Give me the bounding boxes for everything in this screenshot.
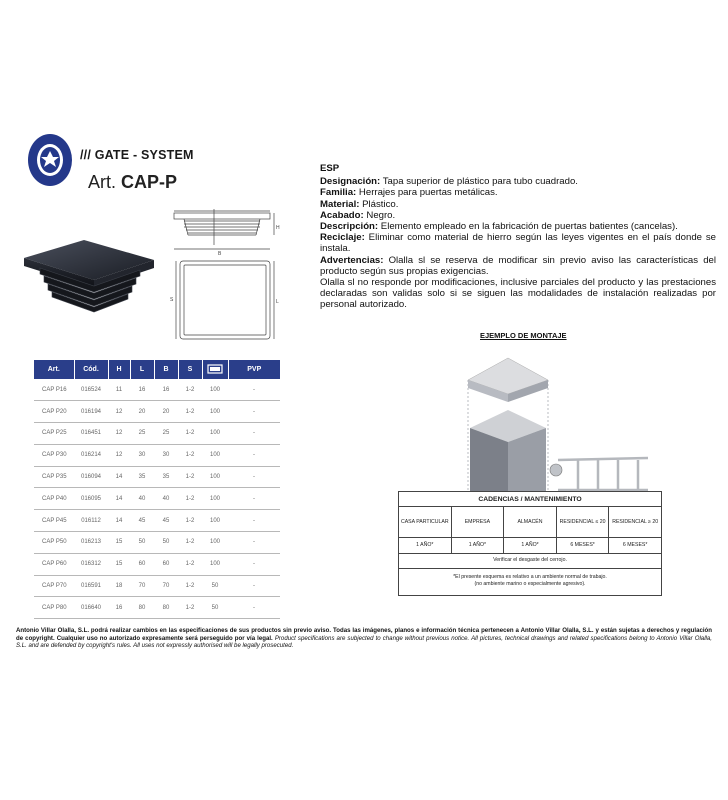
cadencias-value-row xyxy=(399,538,661,554)
drawing-label-l: L xyxy=(276,299,279,305)
advertencias-line: Advertencias: Olalla sl se reserva de modificar sin previo aviso las características del producto según sus propias exigencias. xyxy=(320,254,716,277)
table-cell: CAP P45 xyxy=(34,510,74,532)
designacion-line: Designación: Tapa superior de plástico para tubo cuadrado. xyxy=(320,176,578,188)
table-cell: 1-2 xyxy=(178,466,202,488)
table-cell: 100 xyxy=(202,379,228,401)
table-cell: 15 xyxy=(108,532,130,554)
table-cell: CAP P20 xyxy=(34,401,74,423)
table-cell: 1-2 xyxy=(178,401,202,423)
table-cell: 100 xyxy=(202,401,228,423)
table-cell: - xyxy=(228,597,280,619)
table-row xyxy=(34,510,280,532)
table-cell: 80 xyxy=(130,597,154,619)
table-cell: 20 xyxy=(154,401,178,423)
table-row xyxy=(34,597,280,619)
table-cell: - xyxy=(228,379,280,401)
material-line: Material: Plástico. xyxy=(320,198,399,210)
table-cell: 60 xyxy=(130,553,154,575)
table-cell: 45 xyxy=(130,510,154,532)
col-pvp: PVP xyxy=(228,360,280,379)
table-cell: 1-2 xyxy=(178,444,202,466)
table-cell: - xyxy=(228,510,280,532)
cadencias-title: CADENCIAS / MANTENIMIENTO xyxy=(399,492,661,507)
table-cell: 70 xyxy=(130,575,154,597)
table-cell: 50 xyxy=(154,532,178,554)
table-cell: 12 xyxy=(108,423,130,445)
table-cell: 60 xyxy=(154,553,178,575)
table-cell: 40 xyxy=(154,488,178,510)
table-row xyxy=(34,379,280,401)
table-cell: CAP P16 xyxy=(34,379,74,401)
table-cell: CAP P70 xyxy=(34,575,74,597)
table-cell: CAP P30 xyxy=(34,444,74,466)
cadencias-value: 1 AÑO* xyxy=(504,538,557,553)
cadencias-value: 1 AÑO* xyxy=(399,538,452,553)
table-cell: - xyxy=(228,423,280,445)
spec-table-header xyxy=(34,360,280,379)
article-code: CAP-P xyxy=(121,172,178,192)
cadencias-table xyxy=(398,491,662,596)
col-s: S xyxy=(178,360,202,379)
table-cell: 016194 xyxy=(74,401,108,423)
table-cell: CAP P50 xyxy=(34,532,74,554)
table-cell: 50 xyxy=(202,597,228,619)
table-cell: 30 xyxy=(130,444,154,466)
table-cell: 16 xyxy=(154,379,178,401)
table-cell: 016214 xyxy=(74,444,108,466)
table-cell: 100 xyxy=(202,466,228,488)
table-cell: 35 xyxy=(130,466,154,488)
table-cell: 12 xyxy=(108,401,130,423)
montaje-title: EJEMPLO DE MONTAJE xyxy=(480,331,567,340)
table-cell: 016112 xyxy=(74,510,108,532)
brand-name: /// GATE - SYSTEM xyxy=(80,148,194,162)
table-cell: 100 xyxy=(202,510,228,532)
article-title xyxy=(88,172,177,193)
col-cod: Cód. xyxy=(74,360,108,379)
table-row xyxy=(34,444,280,466)
box-icon xyxy=(207,364,223,374)
table-cell: 18 xyxy=(108,575,130,597)
table-cell: 14 xyxy=(108,488,130,510)
table-cell: 20 xyxy=(130,401,154,423)
language-label: ESP xyxy=(320,163,340,174)
table-row xyxy=(34,575,280,597)
table-cell: 1-2 xyxy=(178,575,202,597)
drawing-label-s: S xyxy=(170,297,174,303)
table-cell: 016524 xyxy=(74,379,108,401)
table-cell: 16 xyxy=(130,379,154,401)
cadencias-value: 6 MESES* xyxy=(557,538,610,553)
cadencias-header: ALMACÉN xyxy=(504,507,557,537)
table-cell: 100 xyxy=(202,532,228,554)
descripcion-line: Descripción: Elemento empleado en la fabricación de puertas batientes (cancelas). xyxy=(320,221,678,233)
table-cell: CAP P25 xyxy=(34,423,74,445)
table-cell: 35 xyxy=(154,466,178,488)
col-b: B xyxy=(154,360,178,379)
table-row xyxy=(34,401,280,423)
table-cell: 80 xyxy=(154,597,178,619)
table-cell: CAP P60 xyxy=(34,553,74,575)
table-cell: 016451 xyxy=(74,423,108,445)
table-cell: 15 xyxy=(108,553,130,575)
legal-es: Antonio Villar Olalla, S.L. podrá realizar cambios en las especificaciones de sus productos sin previo aviso. Todas las imágenes, planos e información técnica pertenecen a Antonio Villar Olalla, S.L. y están sujetas a derechos y regulación de copyright. Cualquier uso no autorizado expresamente será perseguido por vía legal. xyxy=(16,627,712,642)
cadencias-header: RESIDENCIAL ≥ 20 xyxy=(612,518,659,525)
table-cell: 1-2 xyxy=(178,379,202,401)
legal-footer xyxy=(16,627,712,650)
table-cell: 1-2 xyxy=(178,597,202,619)
brand-logo-icon xyxy=(22,132,78,188)
table-cell: 1-2 xyxy=(178,510,202,532)
table-cell: - xyxy=(228,466,280,488)
cadencias-header-row xyxy=(399,507,661,538)
table-cell: 100 xyxy=(202,488,228,510)
table-cell: 45 xyxy=(154,510,178,532)
cadencias-header: RESIDENCIAL ≤ 20 xyxy=(557,507,610,537)
montaje-illustration xyxy=(448,350,648,500)
table-cell: 50 xyxy=(130,532,154,554)
reciclaje-line: Reciclaje: Eliminar como material de hierro según las leyes vigentes en el país donde se instala. xyxy=(320,232,716,255)
table-cell: 1-2 xyxy=(178,532,202,554)
table-cell: 40 xyxy=(130,488,154,510)
table-cell: 100 xyxy=(202,444,228,466)
table-cell: - xyxy=(228,488,280,510)
table-cell: - xyxy=(228,575,280,597)
table-cell: 016094 xyxy=(74,466,108,488)
cadencias-note-verify: Verificar el desgaste del cerrojo. xyxy=(399,554,661,569)
table-cell: 25 xyxy=(130,423,154,445)
table-row xyxy=(34,553,280,575)
table-cell: CAP P80 xyxy=(34,597,74,619)
drawing-label-b: B xyxy=(218,251,222,257)
cadencias-value: 1 AÑO* xyxy=(452,538,505,553)
table-cell: 100 xyxy=(202,423,228,445)
cadencias-note-environment: *El presente esquema es relativo a un ambiente normal de trabajo. (no ambiente marino o especialmente agresivo). xyxy=(453,574,607,587)
table-row xyxy=(34,466,280,488)
cadencias-header: CASA PARTICULAR xyxy=(399,507,452,537)
table-cell: 16 xyxy=(108,597,130,619)
col-art: Art. xyxy=(34,360,74,379)
description-block xyxy=(320,163,716,311)
col-box xyxy=(202,360,228,379)
product-photo xyxy=(14,236,164,318)
table-cell: 11 xyxy=(108,379,130,401)
table-row xyxy=(34,532,280,554)
table-cell: 70 xyxy=(154,575,178,597)
article-prefix: Art. xyxy=(88,172,117,192)
table-row xyxy=(34,423,280,445)
table-cell: 1-2 xyxy=(178,488,202,510)
table-cell: 14 xyxy=(108,466,130,488)
cadencias-value: 6 MESES* xyxy=(622,542,648,549)
olalla-note: Olalla sl no responde por modificaciones, inclusive parciales del producto y las prestaciones declaradas son validas solo si se siguen las modalidades de instalación realizadas por personal autorizado. xyxy=(320,277,716,311)
table-cell: - xyxy=(228,444,280,466)
acabado-line: Acabado: Negro. xyxy=(320,209,396,221)
table-cell: 14 xyxy=(108,510,130,532)
table-cell: - xyxy=(228,401,280,423)
table-cell: 1-2 xyxy=(178,553,202,575)
table-cell: - xyxy=(228,553,280,575)
drawing-label-h: H xyxy=(276,225,280,231)
table-cell: CAP P40 xyxy=(34,488,74,510)
table-cell: 016213 xyxy=(74,532,108,554)
table-row xyxy=(34,488,280,510)
table-cell: 100 xyxy=(202,553,228,575)
technical-drawing xyxy=(166,205,286,345)
table-cell: 25 xyxy=(154,423,178,445)
table-cell: 50 xyxy=(202,575,228,597)
table-cell: 016312 xyxy=(74,553,108,575)
table-cell: 016591 xyxy=(74,575,108,597)
table-cell: 1-2 xyxy=(178,423,202,445)
familia-line: Familia: Herrajes para puertas metálicas. xyxy=(320,187,498,199)
cadencias-header: EMPRESA xyxy=(452,507,505,537)
table-cell: 016095 xyxy=(74,488,108,510)
spec-table xyxy=(34,360,280,619)
legal-en: Product specifications are subjected to change without previous notice. All pictures, technical drawings and related specifications belong to Antonio Villar Olalla, S.L. and are defended by copyright's rules. All uses not expressly authorised will be legally prosecuted. xyxy=(16,634,712,650)
table-cell: 12 xyxy=(108,444,130,466)
table-cell: 016640 xyxy=(74,597,108,619)
col-l: L xyxy=(130,360,154,379)
table-cell: 30 xyxy=(154,444,178,466)
col-h: H xyxy=(108,360,130,379)
table-cell: - xyxy=(228,532,280,554)
table-cell: CAP P35 xyxy=(34,466,74,488)
